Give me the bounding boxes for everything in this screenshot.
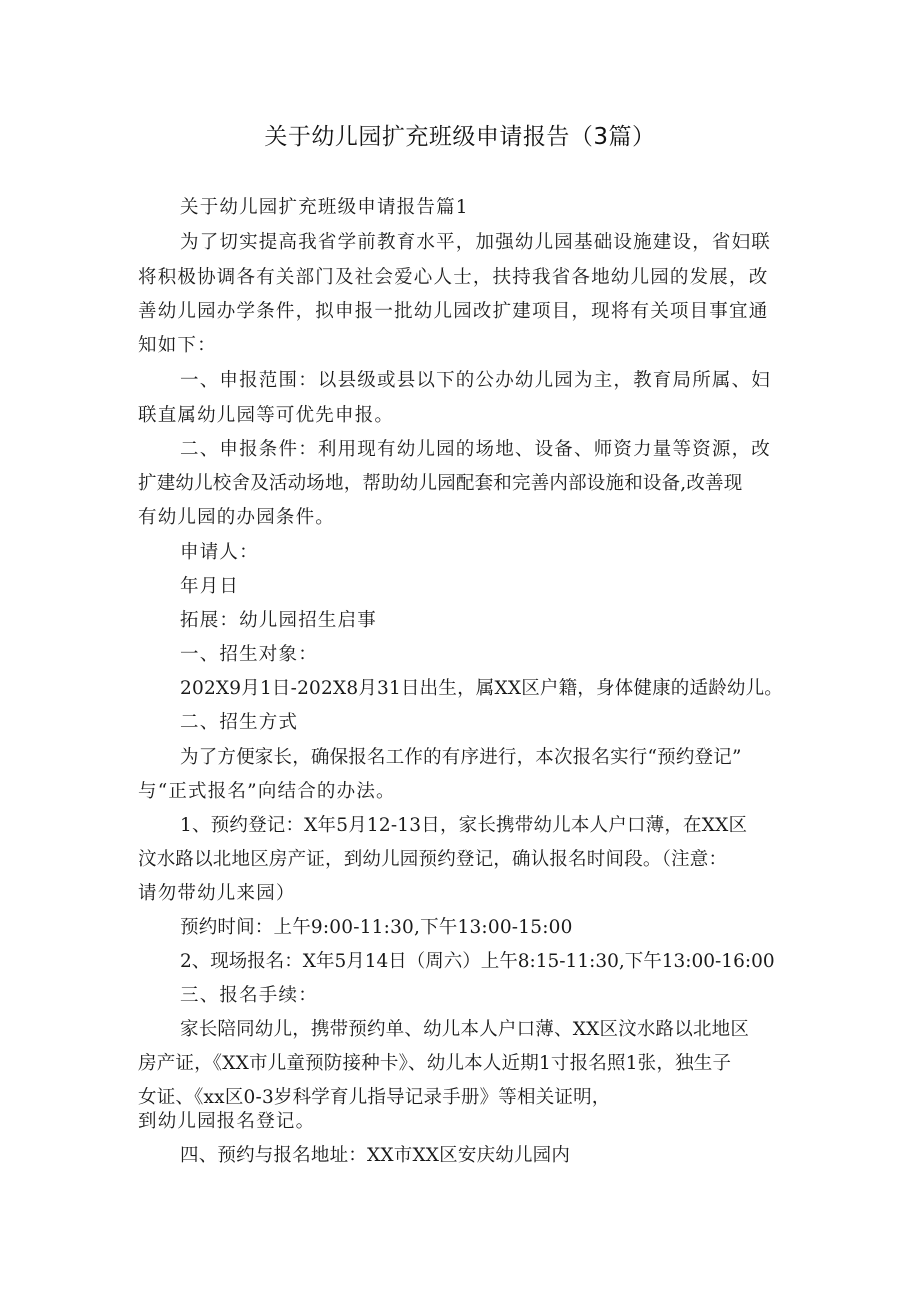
- paragraph-line: 汶水路以北地区房产证，到幼儿园预约登记，确认报名时间段。（注意：: [138, 849, 728, 870]
- paragraph-line: 扩建幼儿校舍及活动场地，帮助幼儿园配套和完善内部设施和设备,改善现: [138, 473, 743, 494]
- paragraph-line: 预约时间：上午9:00-11:30,下午13:00-15:00: [180, 917, 573, 938]
- paragraph-line: 二、招生方式: [180, 712, 299, 733]
- paragraph-line: 房产证，《XX市儿童预防接种卡》、幼儿本人近期1寸报名照1张，独生子: [138, 1053, 732, 1074]
- paragraph-line: 知如下：: [138, 335, 217, 356]
- paragraph-line: 三、报名手续：: [180, 985, 318, 1006]
- paragraph-line: 四、预约与报名地址：XX市XX区安庆幼儿园内: [180, 1145, 571, 1166]
- paragraph-line: 一、申报范围：以县级或县以下的公办幼儿园为主，教育局所属、妇: [180, 370, 772, 391]
- paragraph-line: 善幼儿园办学条件，拟申报一批幼儿园改扩建项目，现将有关项目事宜通: [138, 301, 769, 322]
- paragraph-line: 二、申报条件：利用现有幼儿园的场地、设备、师资力量等资源，改: [180, 439, 772, 460]
- paragraph-line: 202X9月1日-202X8月31日出生，属XX区户籍，身体健康的适龄幼儿。: [180, 678, 784, 699]
- date-line: 年月日: [180, 576, 240, 597]
- section-heading: 拓展：幼儿园招生启事: [180, 610, 378, 631]
- document-title: 关于幼儿园扩充班级申请报告（3篇）: [264, 124, 656, 150]
- paragraph-line: 将积极协调各有关部门及社会爱心人士，扶持我省各地幼儿园的发展，改: [138, 267, 769, 288]
- paragraph-line: 一、招生对象：: [180, 644, 318, 665]
- paragraph-line: 家长陪同幼儿，携带预约单、幼儿本人户口薄、XX区汶水路以北地区: [180, 1019, 750, 1040]
- section-heading: 关于幼儿园扩充班级申请报告篇1: [180, 197, 469, 218]
- paragraph-line: 为了方便家长，确保报名工作的有序进行，本次报名实行“预约登记”: [180, 747, 742, 768]
- paragraph-line: 1、预约登记：X年5月12-13日，家长携带幼儿本人户口薄，在XX区: [180, 815, 748, 836]
- paragraph-line: 有幼儿园的办园条件。: [138, 507, 336, 528]
- paragraph-line: 与“正式报名”向结合的办法。: [138, 781, 396, 802]
- paragraph-line: 2、现场报名：X年5月14日（周六）上午8:15-11:30,下午13:00-16:00: [180, 951, 775, 972]
- applicant-line: 申请人：: [180, 542, 259, 563]
- paragraph-line: 为了切实提高我省学前教育水平，加强幼儿园基础设施建设，省妇联: [180, 232, 772, 253]
- paragraph-line: 联直属幼儿园等可优先申报。: [138, 405, 395, 426]
- paragraph-line: 女证、《xx区0-3岁科学育儿指导记录手册》等相关证明，: [138, 1087, 611, 1108]
- paragraph-line: 到幼儿园报名登记。: [138, 1111, 316, 1132]
- paragraph-line: 请勿带幼儿来园）: [138, 883, 296, 904]
